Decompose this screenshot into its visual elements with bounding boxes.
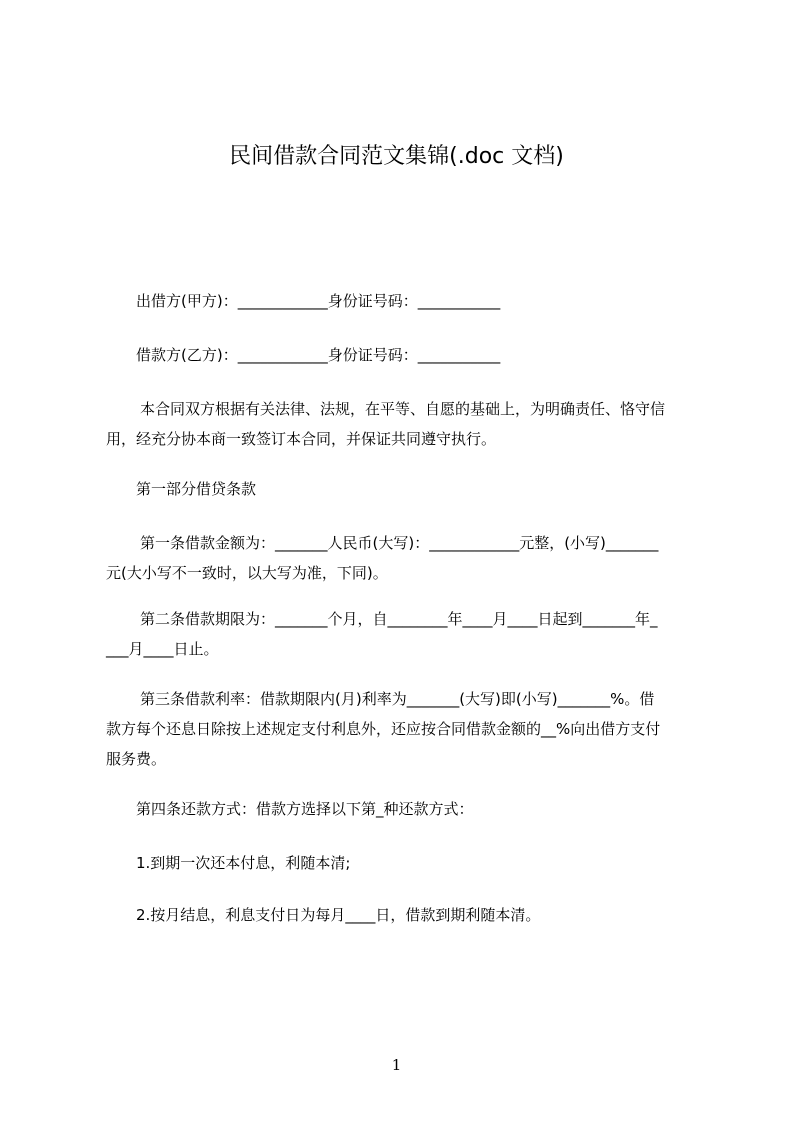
section1-heading — [106, 474, 734, 504]
article2-paragraph — [106, 604, 704, 664]
repayment-option-2 — [106, 900, 734, 930]
section1-heading-text: 第一部分借贷条款 — [136, 480, 257, 498]
intro-paragraph — [106, 394, 704, 454]
lender-line-text: 出借方(甲方)：____________身份证号码：___________ — [136, 292, 501, 310]
repayment-option-1-text: 1.到期一次还本付息，利随本清; — [136, 854, 351, 872]
article3-line-2: 款方每个还息日除按上述规定支付利息外，还应按合同借款金额的__%向出借方支付 — [106, 720, 661, 738]
article4-heading-text: 第四条还款方式：借款方选择以下第_种还款方式： — [136, 800, 474, 818]
repayment-option-1 — [106, 848, 734, 878]
document-title: 民间借款合同范文集锦(.doc 文档) — [229, 144, 564, 169]
article4-heading — [106, 794, 734, 824]
article3-line-3: 服务费。 — [106, 750, 167, 768]
article1-line-1: 第一条借款金额为：_______人民币(大写)：____________元整，(小写)_______ — [140, 534, 659, 552]
borrower-line-text: 借款方(乙方)：____________身份证号码：___________ — [136, 346, 501, 364]
article1-paragraph — [106, 528, 704, 588]
article2-line-2: ___月____日止。 — [106, 640, 219, 658]
article2-line-1: 第二条借款期限为：_______个月，自________年____月____日起到_______年_ — [140, 610, 658, 628]
article3-paragraph — [106, 684, 704, 774]
borrower-line — [106, 340, 734, 370]
intro-line-2: 用，经充分协本商一致签订本合同，并保证共同遵守执行。 — [106, 430, 497, 448]
lender-line — [106, 286, 734, 316]
article3-line-1: 第三条借款利率：借款期限内(月)利率为_______(大写)即(小写)_______%。借 — [140, 690, 655, 708]
intro-line-1: 本合同双方根据有关法律、法规，在平等、自愿的基础上，为明确责任、恪守信 — [140, 400, 666, 418]
article1-line-2: 元(大小写不一致时，以大写为准，下同)。 — [106, 564, 388, 582]
page-number: 1 — [391, 1056, 402, 1074]
repayment-option-2-text: 2.按月结息，利息支付日为每月____日，借款到期利随本清。 — [136, 906, 541, 924]
